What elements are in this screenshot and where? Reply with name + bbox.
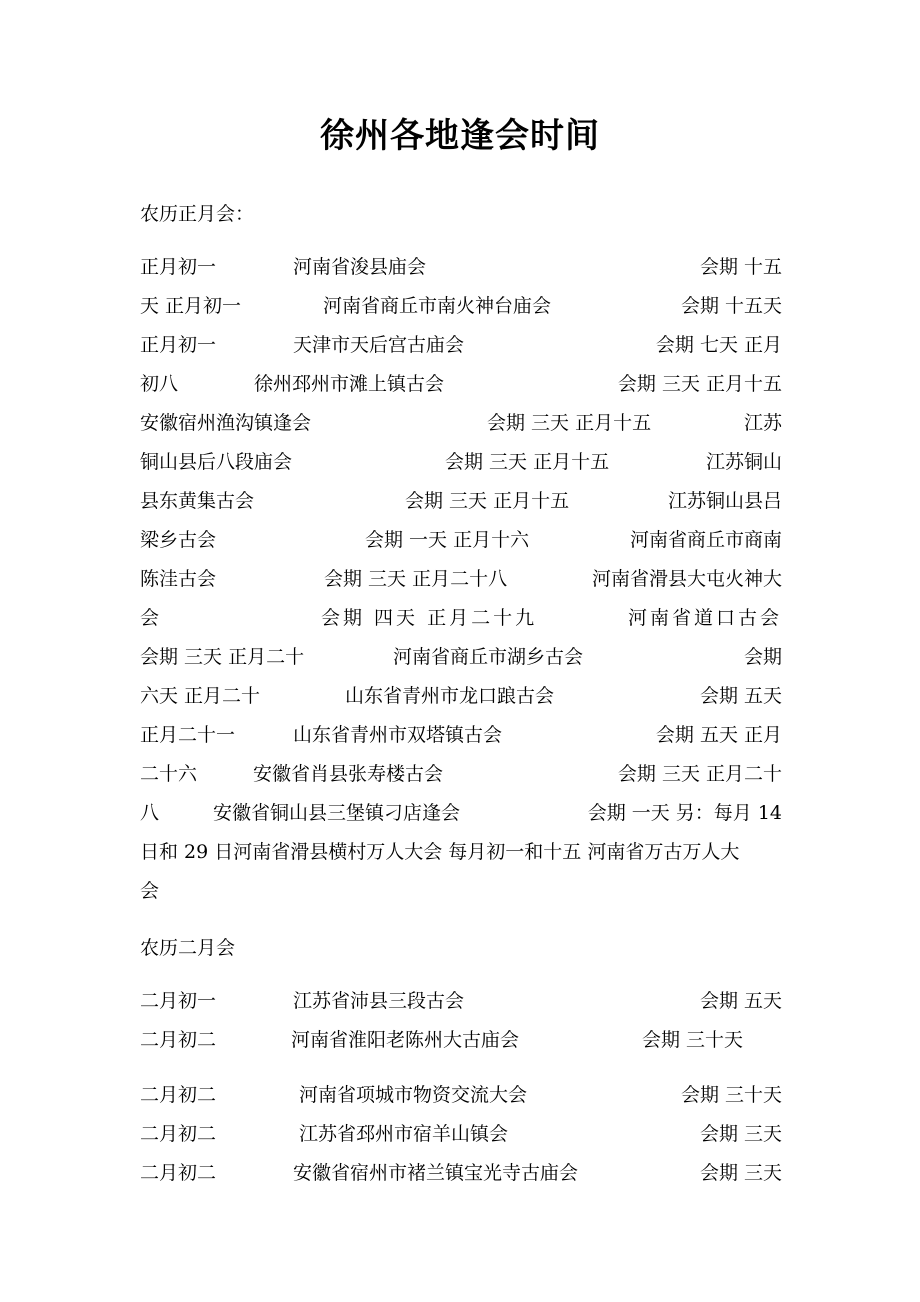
text-line xyxy=(140,1026,782,1054)
line-segment: 河南省淮阳老陈州大古庙会 xyxy=(291,1029,520,1051)
line-segment: 日和 29 日河南省滑县横村万人大会 每月初一和十五 河南省万古万人大 xyxy=(140,841,740,863)
line-segment: 江苏省邳州市宿羊山镇会 xyxy=(299,1123,509,1145)
line-segment: 安徽省肖县张寿楼古会 xyxy=(253,763,444,785)
line-segment: 河南省商丘市南火神台庙会 xyxy=(323,295,552,317)
text-line xyxy=(140,487,782,515)
line-segment: 会期 五天 xyxy=(699,685,782,707)
line-segment: 河南省道口古会 xyxy=(627,607,782,629)
line-segment: 安徽宿州渔沟镇逢会 xyxy=(140,412,312,434)
line-segment: 江苏省沛县三段古会 xyxy=(293,990,465,1012)
line-segment: 会期 三十天 xyxy=(642,1029,744,1051)
line-segment: 会期 十五 xyxy=(699,256,782,278)
line-segment: 会期 四天 正月二十九 xyxy=(321,607,538,629)
line-segment: 会期 三天 正月二十 xyxy=(617,763,782,785)
line-segment: 会期 xyxy=(743,646,782,668)
line-segment: 正月二十一 xyxy=(140,724,236,746)
line-segment: 会期 三天 xyxy=(699,1162,782,1184)
section-label-zhengyue: 农历正月会： xyxy=(140,203,255,225)
line-segment: 正月初一 xyxy=(140,334,217,356)
line-segment: 二月初二 xyxy=(140,1084,217,1106)
line-segment: 安徽省铜山县三堡镇刁店逢会 xyxy=(213,802,461,824)
line-segment: 六天 正月二十 xyxy=(140,685,261,707)
section-label-eryue: 农历二月会 xyxy=(140,937,236,959)
line-segment: 正月初一 xyxy=(140,256,217,278)
text-line xyxy=(140,604,782,632)
text-line xyxy=(140,838,782,866)
line-segment: 河南省滑县大屯火神大 xyxy=(591,568,782,590)
line-segment: 二十六 xyxy=(140,763,198,785)
document-title: 徐州各地逢会时间 xyxy=(320,116,600,156)
text-line xyxy=(140,253,782,281)
line-segment: 河南省浚县庙会 xyxy=(293,256,427,278)
line-segment: 会期 三天 正月二十 xyxy=(140,646,305,668)
line-segment: 会期 七天 正月 xyxy=(655,334,782,356)
text-line xyxy=(140,331,782,359)
line-segment: 梁乡古会 xyxy=(140,529,217,551)
line-segment: 会期 三天 正月二十八 xyxy=(324,568,508,590)
line-segment: 江苏 xyxy=(743,412,782,434)
line-segment: 会 xyxy=(140,880,160,902)
line-segment: 会期 三天 xyxy=(699,1123,782,1145)
text-line xyxy=(140,292,782,320)
line-segment: 会期 一天 正月十六 xyxy=(365,529,530,551)
line-segment: 安徽省宿州市褚兰镇宝光寺古庙会 xyxy=(293,1162,579,1184)
line-segment: 八 xyxy=(140,802,160,824)
line-segment: 陈洼古会 xyxy=(140,568,217,590)
line-segment: 县东黄集古会 xyxy=(140,490,255,512)
text-line xyxy=(140,643,782,671)
text-line xyxy=(140,1159,782,1187)
line-segment: 河南省商丘市湖乡古会 xyxy=(393,646,584,668)
text-line xyxy=(140,1120,782,1148)
line-segment: 天津市天后宫古庙会 xyxy=(293,334,465,356)
line-segment: 二月初二 xyxy=(140,1123,217,1145)
line-segment: 会期 三十天 xyxy=(680,1084,782,1106)
line-segment: 会期 十五天 xyxy=(680,295,782,317)
line-segment: 铜山县后八段庙会 xyxy=(140,451,293,473)
line-segment: 山东省青州市龙口踉古会 xyxy=(345,685,555,707)
text-line xyxy=(140,1081,782,1109)
text-line xyxy=(140,799,782,827)
line-segment: 会期 三天 正月十五 xyxy=(617,373,782,395)
text-line xyxy=(140,448,782,476)
line-segment: 会期 三天 正月十五 xyxy=(445,451,610,473)
line-segment: 会期 五天 xyxy=(699,990,782,1012)
text-line xyxy=(140,877,782,905)
line-segment: 山东省青州市双塔镇古会 xyxy=(293,724,503,746)
line-segment: 江苏铜山县吕 xyxy=(667,490,782,512)
line-segment: 会 xyxy=(140,607,160,629)
text-line xyxy=(140,682,782,710)
line-segment: 江苏铜山 xyxy=(705,451,782,473)
line-segment: 二月初二 xyxy=(140,1029,217,1051)
line-segment: 河南省项城市物资交流大会 xyxy=(299,1084,528,1106)
text-line xyxy=(140,721,782,749)
text-line xyxy=(140,409,782,437)
line-segment: 会期 一天 另：每月 14 xyxy=(587,802,782,824)
text-line xyxy=(140,987,782,1015)
text-line xyxy=(140,526,782,554)
line-segment: 初八 xyxy=(140,373,179,395)
text-line xyxy=(140,370,782,398)
line-segment: 二月初一 xyxy=(140,990,217,1012)
line-segment: 天 正月初一 xyxy=(140,295,242,317)
text-line xyxy=(140,565,782,593)
line-segment: 徐州邳州市滩上镇古会 xyxy=(254,373,445,395)
line-segment: 河南省商丘市商南 xyxy=(629,529,782,551)
text-line xyxy=(140,760,782,788)
line-segment: 二月初二 xyxy=(140,1162,217,1184)
line-segment: 会期 三天 正月十五 xyxy=(487,412,652,434)
line-segment: 会期 五天 正月 xyxy=(655,724,782,746)
line-segment: 会期 三天 正月十五 xyxy=(405,490,570,512)
